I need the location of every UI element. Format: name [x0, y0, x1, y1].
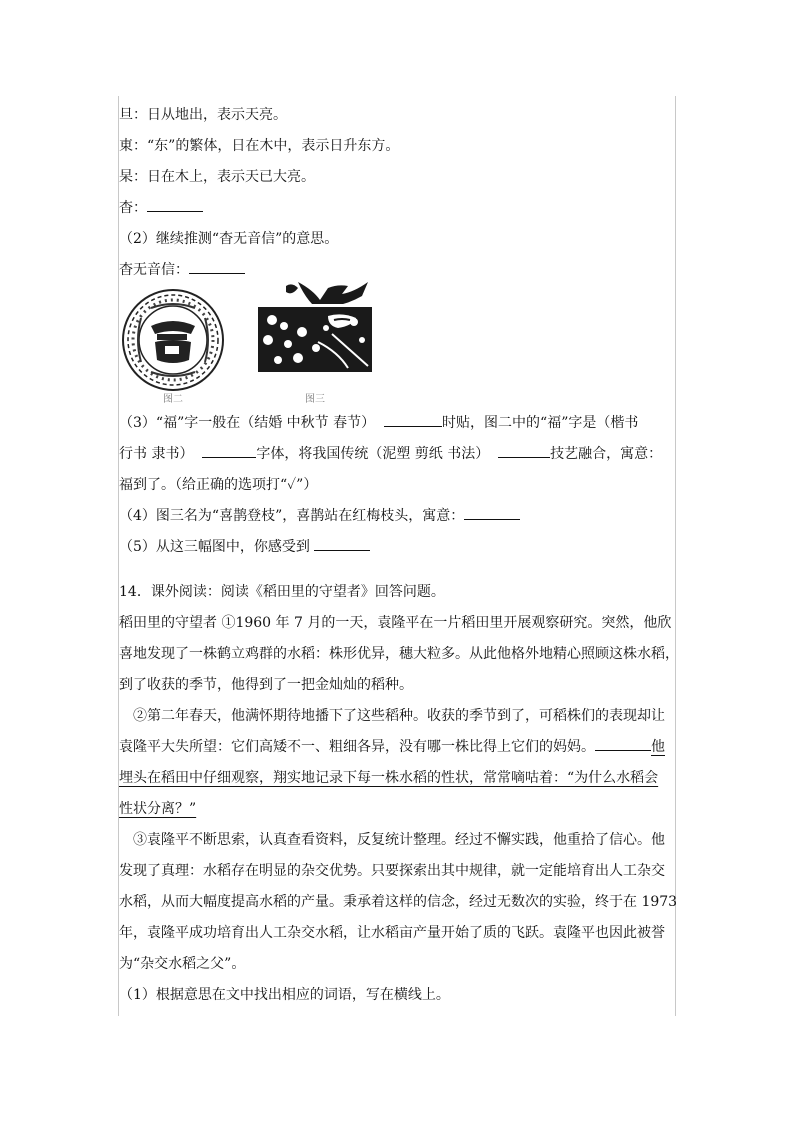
- answer-blank[interactable]: [314, 532, 370, 551]
- underlined-passage-line: 性状分离？”: [119, 801, 197, 817]
- figure-row: [119, 288, 675, 408]
- underlined-text: 他: [651, 739, 665, 755]
- passage-line: 年，袁隆平成功培育出人工杂交水稻，让水稻亩产量开始了质的飞跃。袁隆平也因此被誉: [119, 925, 665, 941]
- passage-line: 到了收获的季节，他得到了一把金灿灿的稻种。: [119, 677, 413, 693]
- question-3-cont: [119, 439, 675, 470]
- figure-caption: 图二: [163, 394, 183, 405]
- answer-blank[interactable]: [189, 255, 245, 274]
- question-text: 字体，将我国传统（泥塑 剪纸 书法）: [256, 446, 490, 462]
- fu-papercut-image: [121, 288, 225, 392]
- question-text: 技艺融合，寓意：: [550, 446, 663, 462]
- text-line: [119, 193, 675, 224]
- question-label: 杳无音信：: [119, 262, 189, 278]
- magpie-papercut-image: [258, 282, 372, 372]
- question-3: [119, 408, 675, 439]
- figure-caption: 图三: [305, 394, 325, 405]
- document-body: [119, 100, 679, 1011]
- answer-blank[interactable]: [384, 408, 442, 427]
- question-text: （5）从这三幅图中，你感受到: [119, 539, 310, 555]
- answer-blank[interactable]: [595, 732, 651, 751]
- passage-line: 发现了真理：水稻存在明显的杂交优势。只要探索出其中规律，就一定能培育出人工杂交: [119, 863, 665, 879]
- passage-line: 为“杂交水稻之父”。: [119, 956, 246, 972]
- passage-text: 袁隆平大失所望：它们高矮不一、粗细各异，没有哪一株比得上它们的妈妈。: [119, 739, 595, 755]
- question-5: [119, 532, 675, 563]
- passage-line: 水稻，从而大幅度提高水稻的产量。秉承着这样的信念，经过无数次的实验，终于在 1973: [119, 894, 678, 910]
- question-1: （1）根据意思在文中找出相应的词语，写在横线上。: [119, 987, 450, 1003]
- passage-line: ②第二年春天，他满怀期待地播下了这些稻种。收获的季节到了，可稻株们的表现却让: [133, 708, 665, 724]
- text-line: 杲：日在木上，表示天已大亮。: [119, 169, 315, 185]
- underlined-passage-line: 埋头在稻田中仔细观察，翔实地记录下每一株水稻的性状，常常嘀咕着：“为什么水稻会: [119, 770, 659, 786]
- passage-line: [119, 732, 675, 763]
- question-label: 杳：: [119, 200, 147, 216]
- question-3-cont: 福到了。（给正确的选项打“✓”）: [119, 477, 318, 493]
- answer-blank[interactable]: [147, 193, 203, 212]
- text-line: 旦：日从地出，表示天亮。: [119, 107, 287, 123]
- passage-line: 喜地发现了一株鹤立鸡群的水稻：株形优异，穗大粒多。从此他格外地精心照顾这株水稻，: [119, 646, 679, 662]
- text-line: 東：“东”的繁体，日在木中，表示日升东方。: [119, 138, 400, 154]
- question-14-heading: 14．课外阅读：阅读《稻田里的守望者》回答问题。: [119, 584, 445, 600]
- text-line: [119, 255, 675, 286]
- question-text: 行书 隶书）: [119, 446, 194, 462]
- question-text: （4）图三名为“喜鹊登枝”，喜鹊站在红梅枝头，寓意：: [119, 508, 465, 524]
- passage-line: 稻田里的守望者 ①1960 年 7 月的一天，袁隆平在一片稻田里开展观察研究。突然，他欣: [119, 615, 672, 631]
- answer-blank[interactable]: [498, 439, 550, 458]
- question-text: 时贴，图二中的“福”字是（楷书: [442, 415, 639, 431]
- question-text: （3）“福”字一般在（结婚 中秋节 春节）: [119, 415, 376, 431]
- answer-blank[interactable]: [202, 439, 256, 458]
- question-4: [119, 501, 675, 532]
- answer-blank[interactable]: [464, 501, 520, 520]
- question-2: （2）继续推测“杳无音信”的意思。: [119, 231, 339, 247]
- passage-line: ③袁隆平不断思索，认真查看资料，反复统计整理。经过不懈实践，他重拾了信心。他: [133, 832, 665, 848]
